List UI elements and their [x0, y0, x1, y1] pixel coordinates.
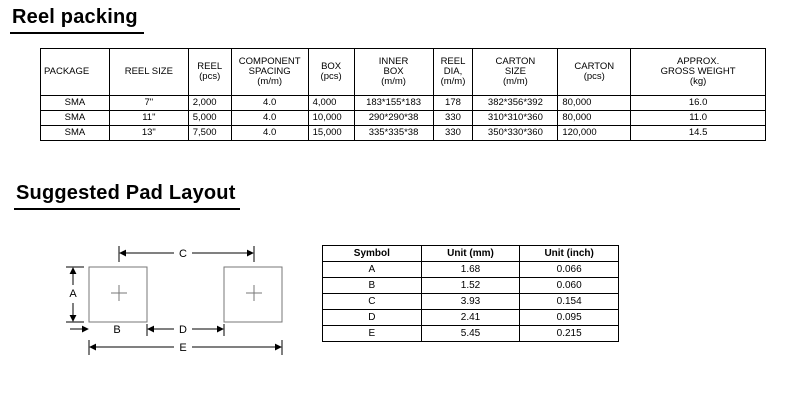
- table-cell: 11": [109, 111, 188, 126]
- header-line: REEL: [197, 61, 223, 72]
- table-cell: 16.0: [631, 96, 766, 111]
- header-line: BOX: [321, 61, 342, 72]
- label-e: E: [179, 342, 187, 354]
- pad-table-header-cell: Unit (inch): [520, 246, 619, 262]
- table-cell: 80,000: [558, 111, 631, 126]
- pad-layout-diagram: [56, 240, 296, 360]
- table-cell: 120,000: [558, 126, 631, 141]
- reel-table-header-cell: [473, 49, 558, 96]
- header-line: (kg): [689, 76, 707, 87]
- left-pad: [89, 267, 147, 322]
- table-row: [323, 310, 619, 326]
- table-cell: 335*335*38: [354, 126, 433, 141]
- reel-table-header-row: [41, 49, 766, 96]
- header-line: INNER: [378, 56, 409, 67]
- table-cell: SMA: [41, 126, 110, 141]
- table-cell: 1.68: [421, 262, 520, 278]
- header-line: PACKAGE: [44, 66, 90, 77]
- table-cell: 4,000: [308, 96, 354, 111]
- header-line: CARTON: [495, 56, 536, 67]
- table-cell: 350*330*360: [473, 126, 558, 141]
- table-cell: 183*155*183: [354, 96, 433, 111]
- header-line: REEL SIZE: [124, 66, 173, 77]
- table-cell: SMA: [41, 111, 110, 126]
- header-line: (m/m): [440, 76, 466, 87]
- header-line: BOX: [383, 66, 404, 77]
- table-cell: 3.93: [421, 294, 520, 310]
- table-cell: SMA: [41, 96, 110, 111]
- right-pad-crosshair: [246, 285, 262, 301]
- table-cell: 330: [433, 126, 473, 141]
- reel-packing-title: Reel packing: [12, 6, 138, 28]
- header-line: (m/m): [503, 76, 528, 87]
- table-row: [41, 111, 766, 126]
- table-cell: 80,000: [558, 96, 631, 111]
- table-cell: D: [323, 310, 422, 326]
- header-line: (pcs): [583, 71, 605, 82]
- table-cell: 10,000: [308, 111, 354, 126]
- table-cell: 0.060: [520, 278, 619, 294]
- table-row: [41, 126, 766, 141]
- heading-underline: [14, 208, 240, 210]
- label-b: B: [113, 324, 121, 336]
- table-row: [323, 294, 619, 310]
- label-a: A: [69, 288, 77, 300]
- header-line: CARTON: [574, 61, 615, 72]
- table-cell: 178: [433, 96, 473, 111]
- label-d: D: [179, 324, 187, 336]
- header-line: REEL: [440, 56, 466, 67]
- table-cell: 14.5: [631, 126, 766, 141]
- reel-table-header-cell: [631, 49, 766, 96]
- right-pad: [224, 267, 282, 322]
- header-line: GROSS WEIGHT: [660, 66, 736, 77]
- table-cell: 290*290*38: [354, 111, 433, 126]
- table-cell: 4.0: [231, 96, 308, 111]
- table-row: [323, 278, 619, 294]
- pad-table-header-cell: Unit (mm): [421, 246, 520, 262]
- table-cell: B: [323, 278, 422, 294]
- pad-table-header-cell: Symbol: [323, 246, 422, 262]
- table-cell: 11.0: [631, 111, 766, 126]
- header-line: COMPONENT: [238, 56, 301, 67]
- header-line: (pcs): [199, 71, 221, 82]
- table-row: [323, 262, 619, 278]
- heading-underline: [10, 32, 144, 34]
- table-cell: 4.0: [231, 126, 308, 141]
- header-line: (m/m): [257, 76, 283, 87]
- reel-table-header-cell: [558, 49, 631, 96]
- label-c: C: [179, 248, 187, 260]
- table-cell: 310*310*360: [473, 111, 558, 126]
- reel-table-header-cell: [433, 49, 473, 96]
- table-cell: A: [323, 262, 422, 278]
- table-cell: E: [323, 326, 422, 342]
- table-cell: 4.0: [231, 111, 308, 126]
- header-line: (pcs): [320, 71, 342, 82]
- dimension-extension-lines: [66, 246, 282, 355]
- table-cell: 2,000: [188, 96, 231, 111]
- pad-dimensions-table: [322, 245, 619, 342]
- table-cell: C: [323, 294, 422, 310]
- reel-table-header-cell: [41, 49, 110, 96]
- pad-table-header-row: [323, 246, 619, 262]
- header-line: (m/m): [381, 76, 406, 87]
- header-line: SPACING: [248, 66, 291, 77]
- header-line: SIZE: [504, 66, 526, 77]
- table-cell: 0.154: [520, 294, 619, 310]
- table-cell: 5,000: [188, 111, 231, 126]
- reel-table-header-cell: [354, 49, 433, 96]
- table-cell: 13": [109, 126, 188, 141]
- table-cell: 5.45: [421, 326, 520, 342]
- reel-packing-heading: [12, 6, 138, 29]
- table-cell: 15,000: [308, 126, 354, 141]
- header-line: DIA,: [443, 66, 463, 77]
- reel-table-header-cell: [188, 49, 231, 96]
- table-cell: 2.41: [421, 310, 520, 326]
- table-cell: 382*356*392: [473, 96, 558, 111]
- reel-table-header-cell: [109, 49, 188, 96]
- pad-layout-heading: [16, 182, 236, 205]
- pad-layout-title: Suggested Pad Layout: [16, 182, 236, 204]
- table-row: [41, 96, 766, 111]
- header-line: APPROX.: [676, 56, 720, 67]
- table-cell: 7,500: [188, 126, 231, 141]
- table-row: [323, 326, 619, 342]
- table-cell: 0.215: [520, 326, 619, 342]
- table-cell: 7": [109, 96, 188, 111]
- table-cell: 330: [433, 111, 473, 126]
- reel-table-header-cell: [231, 49, 308, 96]
- table-cell: 0.066: [520, 262, 619, 278]
- reel-packing-table: [40, 48, 766, 141]
- reel-table-header-cell: [308, 49, 354, 96]
- left-pad-crosshair: [111, 285, 127, 301]
- table-cell: 0.095: [520, 310, 619, 326]
- table-cell: 1.52: [421, 278, 520, 294]
